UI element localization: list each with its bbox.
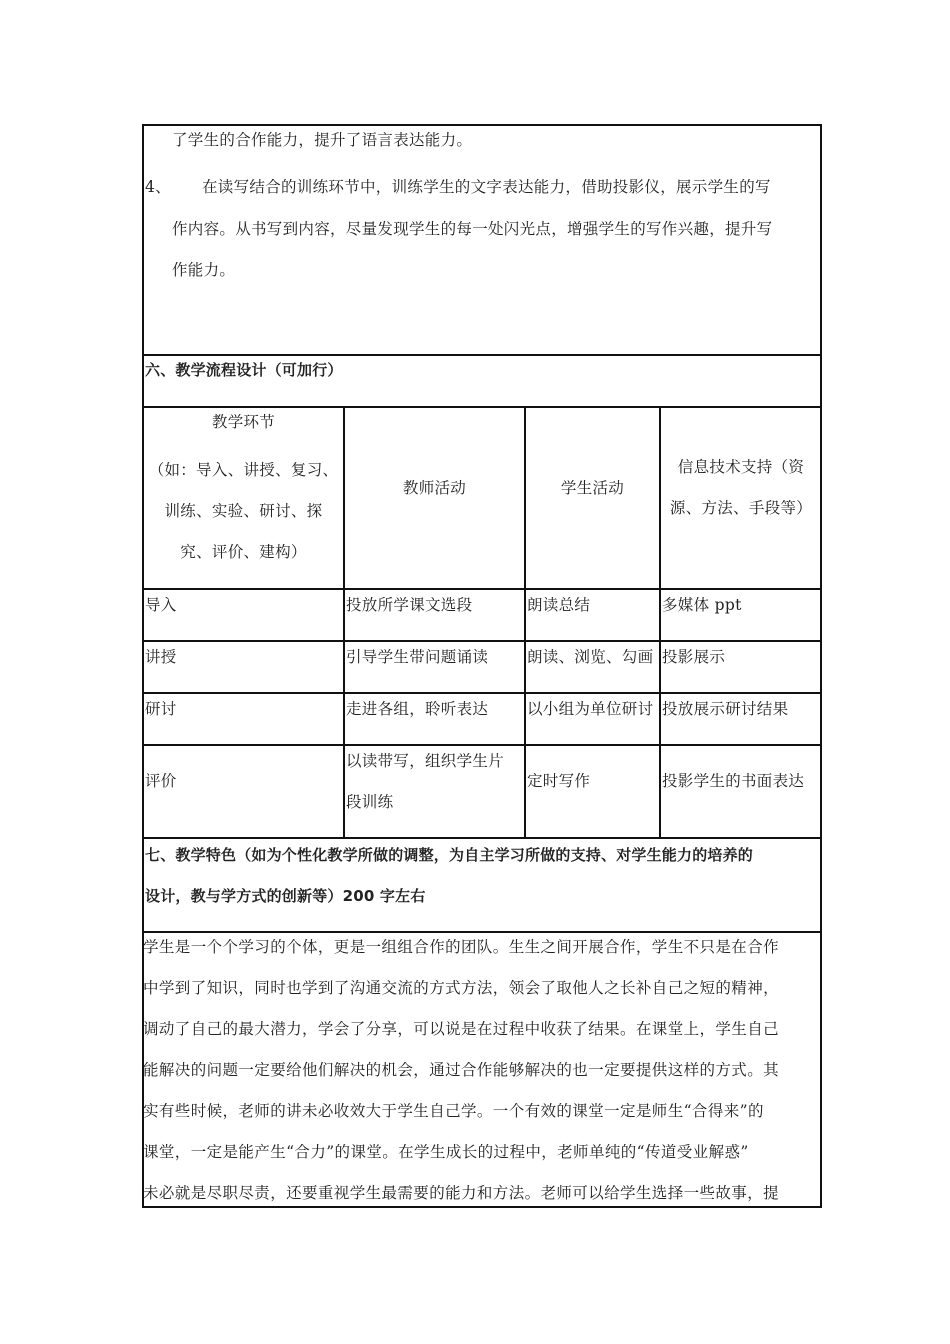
- table-cell-student: 定时写作: [527, 772, 591, 790]
- paragraph-line: 了学生的合作能力，提升了语言表达能力。: [172, 131, 473, 149]
- table-cell-teacher: 投放所学课文选段: [346, 596, 473, 614]
- table-cell-teacher: 引导学生带问题诵读: [346, 648, 489, 666]
- table-cell-stage: 讲授: [145, 648, 177, 666]
- row-divider: [142, 406, 822, 408]
- header-cell-stage-title: 教学环节: [211, 413, 276, 431]
- paragraph-line: 中学到了知识，同时也学到了沟通交流的方式方法，领会了取他人之长补自己之短的精神，: [143, 979, 780, 997]
- row-divider: [142, 931, 822, 933]
- header-cell-stage-note: 究、评价、建构）: [180, 543, 307, 561]
- table-cell-tech: 投影学生的书面表达: [662, 772, 805, 790]
- column-divider: [524, 406, 526, 839]
- row-divider: [142, 354, 822, 356]
- table-cell-student: 以小组为单位研讨: [527, 700, 654, 718]
- paragraph-line: 学生是一个个学习的个体，更是一组组合作的团队。生生之间开展合作，学生不只是在合作: [143, 938, 780, 956]
- column-divider: [343, 406, 345, 839]
- header-cell-stage-note: （如：导入、讲授、复习、: [148, 461, 339, 479]
- row-divider: [142, 588, 822, 590]
- table-cell-stage: 导入: [145, 596, 177, 614]
- header-cell-tech: 信息技术支持（资: [677, 458, 805, 476]
- paragraph-line: 作能力。: [172, 261, 236, 279]
- table-cell-tech: 多媒体 ppt: [662, 596, 742, 614]
- table-cell-stage: 评价: [145, 772, 177, 790]
- section-heading: 设计，教与学方式的创新等）200 字左右: [145, 887, 426, 905]
- row-divider: [142, 744, 822, 746]
- table-cell-teacher: 走进各组，聆听表达: [346, 700, 489, 718]
- table-cell-teacher: 段训练: [346, 793, 394, 811]
- table-cell-tech: 投影展示: [662, 648, 726, 666]
- row-divider: [142, 640, 822, 642]
- paragraph-line: 能解决的问题一定要给他们解决的机会，通过合作能够解决的也一定要提供这样的方式。其: [143, 1061, 780, 1079]
- paragraph-line: 在读写结合的训练环节中，训练学生的文字表达能力，借助投影仪，展示学生的写: [202, 178, 771, 196]
- table-cell-teacher: 以读带写，组织学生片: [346, 752, 505, 770]
- table-cell-student: 朗读、浏览、勾画: [527, 648, 654, 666]
- header-cell-teacher: 教师活动: [402, 479, 467, 497]
- table-cell-student: 朗读总结: [527, 596, 591, 614]
- table-cell-tech: 投放展示研讨结果: [662, 700, 789, 718]
- header-cell-tech: 源、方法、手段等）: [669, 499, 813, 517]
- paragraph-line: 未必就是尽职尽责，还要重视学生最需要的能力和方法。老师可以给学生选择一些故事，提: [143, 1184, 780, 1202]
- row-divider: [142, 837, 822, 839]
- table-cell-stage: 研讨: [145, 700, 177, 718]
- paragraph-line: 调动了自己的最大潜力，学会了分享，可以说是在过程中收获了结果。在课堂上，学生自己: [143, 1020, 780, 1038]
- section-heading: 六、教学流程设计（可加行）: [145, 361, 343, 379]
- paragraph-line: 作内容。从书写到内容，尽量发现学生的每一处闪光点，增强学生的写作兴趣，提升写: [172, 220, 773, 238]
- list-number: 4、: [145, 178, 171, 196]
- paragraph-line: 课堂，一定是能产生“合力”的课堂。在学生成长的过程中，老师单纯的“传道受业解惑”: [143, 1143, 749, 1161]
- row-divider: [142, 692, 822, 694]
- header-cell-student: 学生活动: [560, 479, 625, 497]
- section-heading: 七、教学特色（如为个性化教学所做的调整，为自主学习所做的支持、对学生能力的培养的: [145, 846, 754, 864]
- paragraph-line: 实有些时候，老师的讲未必收效大于学生自己学。一个有效的课堂一定是师生“合得来”的: [143, 1102, 764, 1120]
- header-cell-stage-note: 训练、实验、研讨、探: [164, 502, 323, 520]
